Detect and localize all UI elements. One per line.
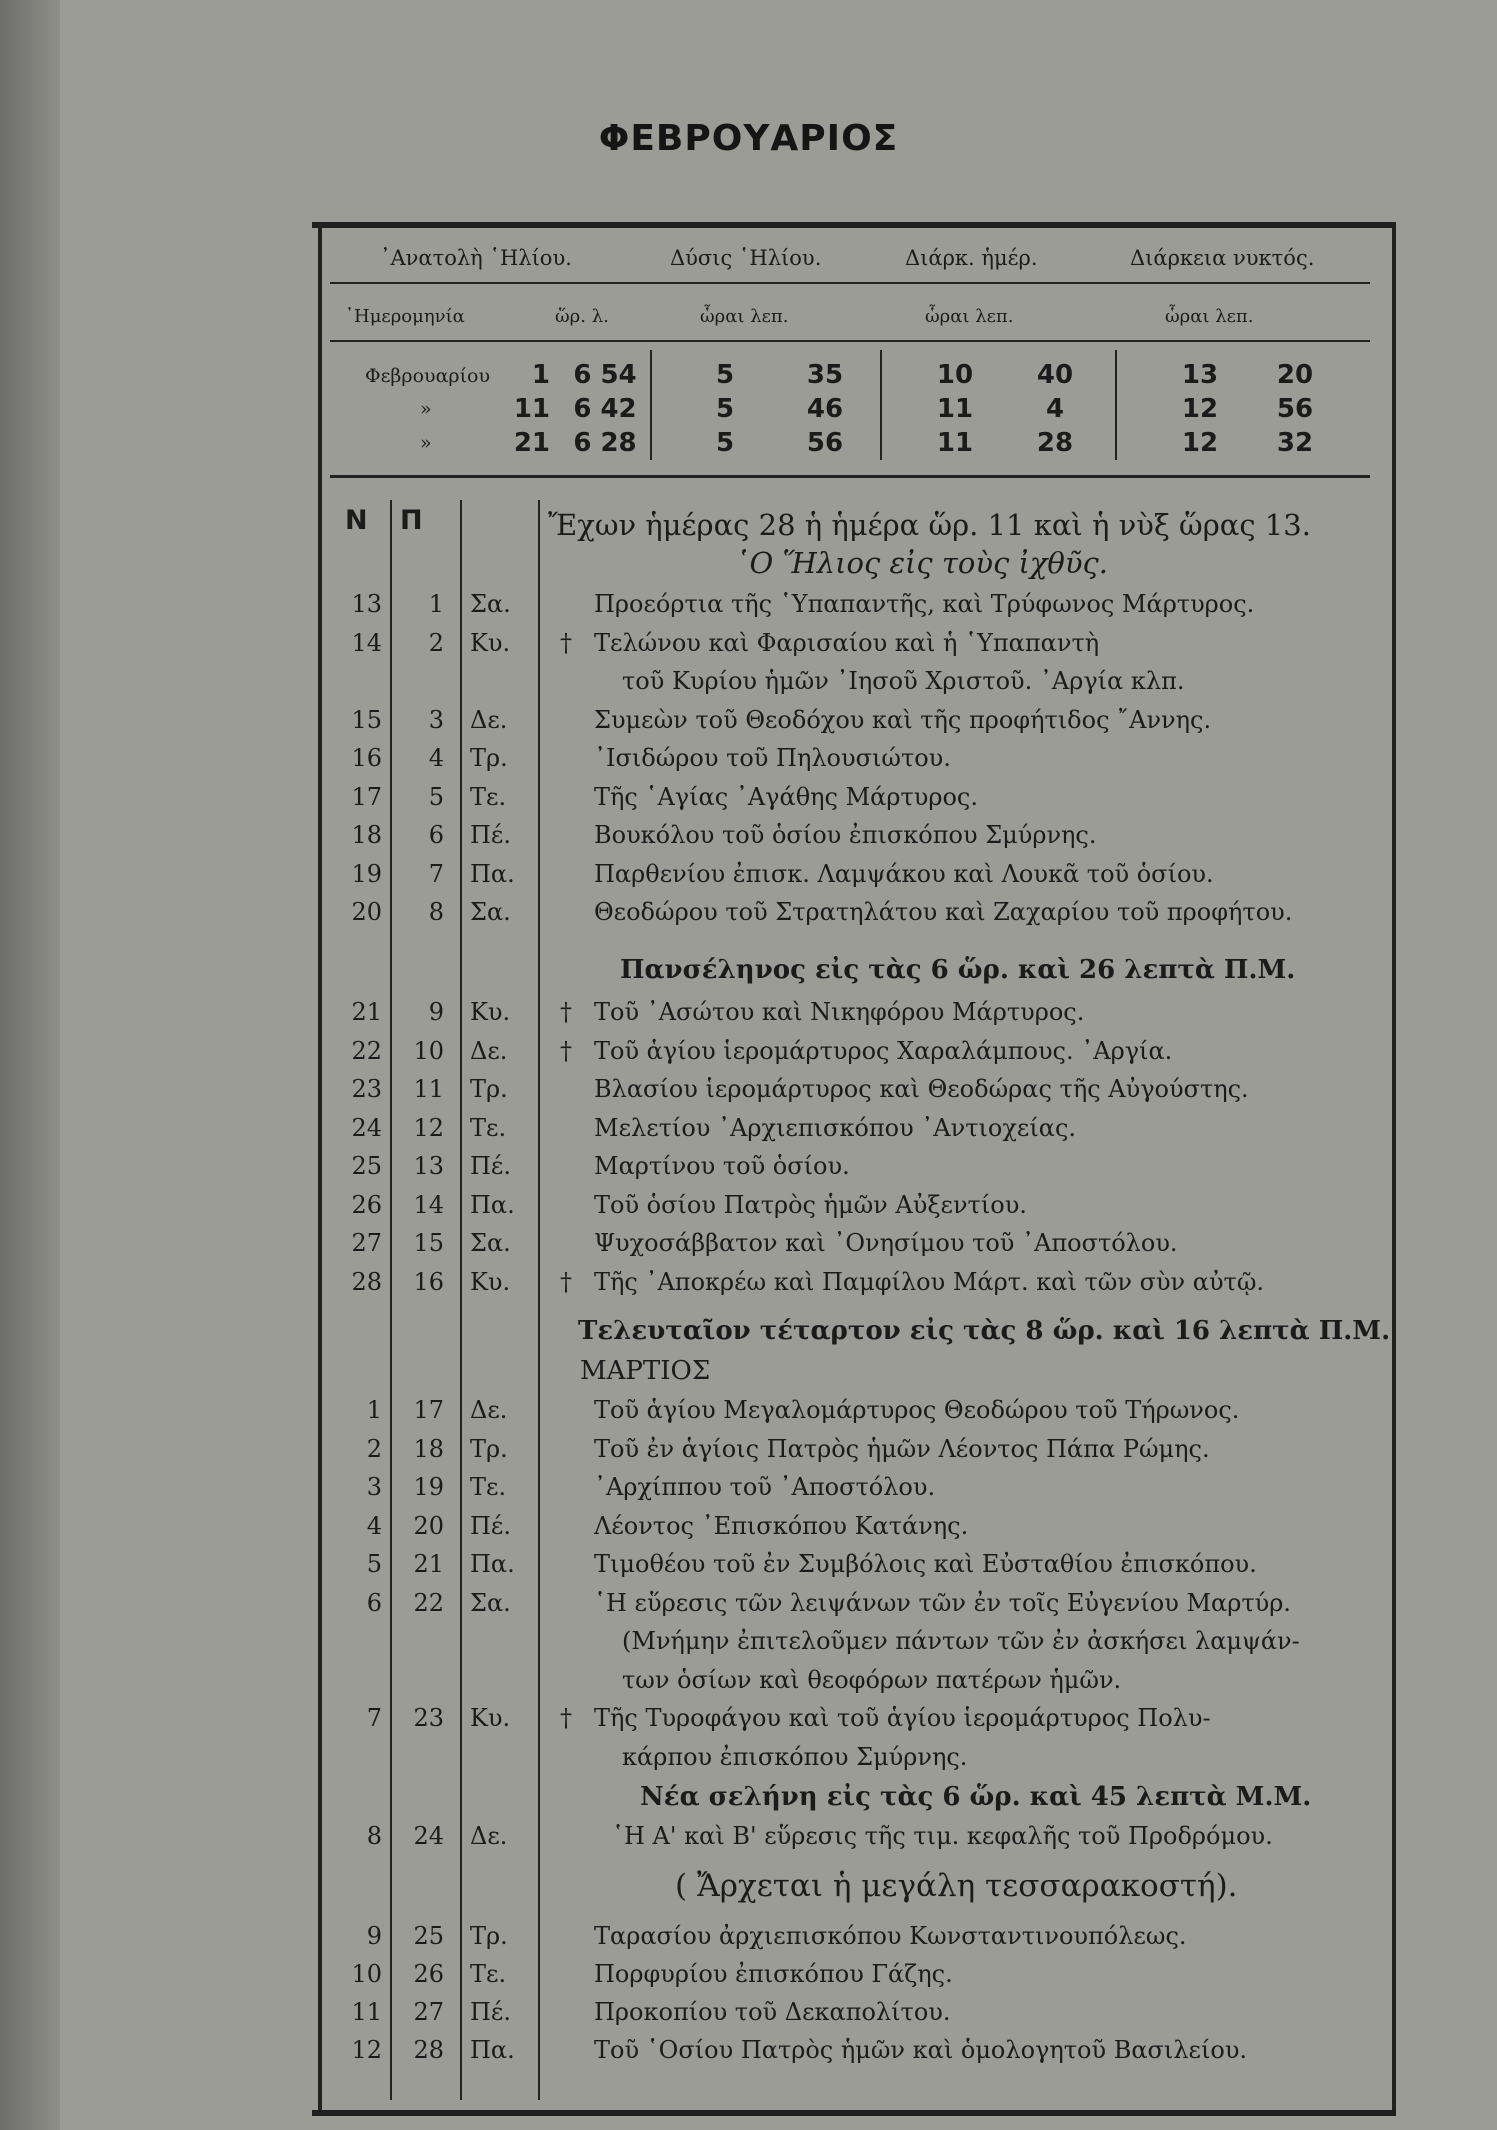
col-header-date: ῾Ημερομηνία bbox=[345, 306, 465, 327]
feast-text: Προκοπίου τοῦ Δεκαπολίτου. bbox=[594, 1998, 951, 2026]
day-number-p: 21 bbox=[413, 1550, 444, 1578]
zodiac-line: ῾Ο Ἥλιος εἰς τοὺς ἰχθῦς. bbox=[735, 546, 1108, 580]
sun-row-set-h: 5 bbox=[715, 360, 735, 390]
sun-row-night-m: 56 bbox=[1276, 394, 1314, 424]
day-number-n: 17 bbox=[351, 782, 382, 811]
feast-text: Μελετίου ᾿Αρχιεπισκόπου ᾿Αντιοχείας. bbox=[594, 1113, 1077, 1142]
divider bbox=[330, 282, 1370, 284]
feast-text: Βουκόλου τοῦ ὁσίου ἐπισκόπου Σμύρνης. bbox=[594, 821, 1097, 849]
sun-row-rise: 6 28 bbox=[573, 428, 637, 458]
feast-text: Μαρτίνου τοῦ ὁσίου. bbox=[594, 1152, 850, 1180]
separator bbox=[880, 350, 882, 460]
calendar-row bbox=[322, 860, 1382, 898]
lent-begins-note: ( Ἄρχεται ἡ μεγάλη τεσσαρακοστή). bbox=[675, 1868, 1238, 1904]
weekday: Τε. bbox=[470, 1113, 507, 1142]
header-sunrise: ᾿Ανατολὴ ῾Ηλίου. bbox=[380, 246, 572, 270]
day-number-p: 15 bbox=[413, 1229, 444, 1257]
sun-row-rise: 6 42 bbox=[573, 394, 637, 424]
day-number-n: 14 bbox=[351, 628, 382, 657]
sun-row-day: 21 bbox=[513, 428, 550, 458]
feast-text: Ψυχοσάββατον καὶ ᾿Ονησίμου τοῦ ᾿Αποστόλου. bbox=[594, 1229, 1178, 1257]
weekday: Πέ. bbox=[470, 1152, 511, 1180]
col-header-day: ὧραι λεπ. bbox=[925, 306, 1014, 327]
weekday: Σα. bbox=[470, 1229, 511, 1257]
day-number-n: 25 bbox=[351, 1152, 382, 1180]
day-number-n: 4 bbox=[366, 1511, 382, 1540]
weekday: Τρ. bbox=[470, 1075, 508, 1103]
feast-text: Προεόρτια τῆς ῾Υπαπαντῆς, καὶ Τρύφωνος Μάρτυρος. bbox=[594, 590, 1255, 618]
weekday: Κυ. bbox=[470, 1704, 511, 1732]
weekday: Πέ. bbox=[470, 1998, 511, 2026]
cross-mark: † bbox=[560, 628, 572, 657]
calendar-row bbox=[322, 1268, 1382, 1306]
day-number-p: 3 bbox=[428, 705, 444, 734]
day-number-p: 4 bbox=[428, 744, 444, 772]
weekday: Τε. bbox=[470, 782, 507, 811]
day-number-n: 7 bbox=[366, 1704, 382, 1732]
day-number-p: 27 bbox=[413, 1998, 444, 2026]
feast-text: ῾Η εὕρεσις τῶν λειψάνων τῶν ἐν τοῖς Εὐγενίου Μαρτύρ. bbox=[594, 1588, 1291, 1617]
cross-mark: † bbox=[560, 1704, 572, 1732]
day-number-p: 28 bbox=[413, 2036, 444, 2064]
march-heading: ΜΑΡΤΙΟΣ bbox=[580, 1356, 711, 1386]
weekday: Πα. bbox=[470, 859, 515, 888]
calendar-row bbox=[322, 1075, 1382, 1113]
calendar-row bbox=[322, 1550, 1382, 1588]
sun-row-night-m: 32 bbox=[1276, 428, 1314, 458]
calendar-row bbox=[322, 1435, 1382, 1473]
feast-text: τοῦ Κυρίου ἡμῶν ᾿Ιησοῦ Χριστοῦ. ᾿Αργία κλπ. bbox=[622, 667, 1185, 695]
day-number-n: 11 bbox=[351, 1998, 382, 2026]
day-number-p: 16 bbox=[413, 1267, 444, 1296]
col-header-rise: ὥρ. λ. bbox=[555, 306, 609, 327]
last-quarter-note: Τελευταῖον τέταρτον εἰς τὰς 8 ὥρ. καὶ 16 λεπτὰ Π.Μ. bbox=[578, 1316, 1391, 1346]
day-number-n: 24 bbox=[351, 1113, 382, 1142]
day-number-p: 14 bbox=[413, 1190, 444, 1219]
day-number-p: 8 bbox=[428, 898, 444, 926]
sun-row-day-m: 4 bbox=[1045, 394, 1065, 424]
feast-text: Τοῦ ἐν ἁγίοις Πατρὸς ἡμῶν Λέοντος Πάπα Ρώμης. bbox=[594, 1434, 1210, 1463]
weekday: Πα. bbox=[470, 2036, 515, 2064]
calendar-row bbox=[322, 1473, 1382, 1511]
feast-text: ᾿Ισιδώρου τοῦ Πηλουσιώτου. bbox=[594, 744, 951, 772]
col-header-set: ὧραι λεπ. bbox=[700, 306, 789, 327]
sun-row-set-m: 56 bbox=[806, 428, 844, 458]
feast-text: Βλασίου ἱερομάρτυρος καὶ Θεοδώρας τῆς Αὐγούστης. bbox=[594, 1075, 1249, 1103]
day-number-p: 20 bbox=[413, 1511, 444, 1540]
sun-row-set-m: 46 bbox=[806, 394, 844, 424]
weekday: Τρ. bbox=[470, 1922, 508, 1950]
calendar-row bbox=[322, 2036, 1382, 2074]
feast-text: Τῆς ῾Αγίας ᾿Αγάθης Μάρτυρος. bbox=[594, 782, 978, 811]
separator bbox=[1115, 350, 1117, 460]
weekday: Σα. bbox=[470, 898, 511, 926]
day-number-n: 10 bbox=[351, 1960, 382, 1988]
calendar-row bbox=[322, 1922, 1382, 1960]
day-number-n: 2 bbox=[366, 1434, 382, 1463]
full-moon-note: Πανσέληνος εἰς τὰς 6 ὥρ. καὶ 26 λεπτὰ Π.Μ. bbox=[620, 955, 1296, 985]
weekday: Δε. bbox=[470, 705, 508, 734]
sun-row-label: Φεβρουαρίου bbox=[365, 365, 491, 387]
sun-row-night-m: 20 bbox=[1276, 360, 1314, 390]
header-night-length: Διάρκεια νυκτός. bbox=[1130, 246, 1315, 270]
header-sunset: Δύσις ῾Ηλίου. bbox=[670, 246, 822, 270]
sun-row-day: 11 bbox=[513, 394, 550, 424]
calendar-row bbox=[322, 629, 1382, 667]
calendar-row bbox=[322, 1743, 1382, 1781]
sun-row-set-h: 5 bbox=[715, 428, 735, 458]
separator bbox=[650, 350, 652, 460]
calendar-row bbox=[322, 706, 1382, 744]
feast-text: Τοῦ ἁγίου Μεγαλομάρτυρος Θεοδώρου τοῦ Τήρωνος. bbox=[594, 1396, 1240, 1424]
feast-text: Συμεὼν τοῦ Θεοδόχου καὶ τῆς προφήτιδος ῎Αννης. bbox=[594, 705, 1212, 734]
feast-text: Τοῦ ᾿Ασώτου καὶ Νικηφόρου Μάρτυρος. bbox=[594, 998, 1085, 1026]
cross-mark: † bbox=[560, 1267, 572, 1296]
new-moon-note: Νέα σελήνη εἰς τὰς 6 ὥρ. καὶ 45 λεπτὰ Μ.Μ. bbox=[640, 1782, 1312, 1812]
calendar-row bbox=[322, 1704, 1382, 1742]
cross-mark: † bbox=[560, 998, 572, 1026]
calendar-row bbox=[322, 1627, 1382, 1665]
calendar-row bbox=[322, 1998, 1382, 2036]
feast-text: Ταρασίου ἀρχιεπισκόπου Κωνσταντινουπόλεως. bbox=[594, 1922, 1187, 1950]
calendar-row bbox=[322, 667, 1382, 705]
day-number-p: 12 bbox=[413, 1113, 444, 1142]
sun-row-day: 1 bbox=[531, 360, 550, 390]
header-day-length: Διάρκ. ἡμέρ. bbox=[905, 246, 1038, 270]
sun-row-label: » bbox=[420, 432, 432, 454]
calendar-row bbox=[322, 898, 1382, 936]
sun-row-day-h: 10 bbox=[936, 360, 974, 390]
frame-bottom-rule bbox=[312, 2110, 1396, 2116]
sun-row-night-h: 12 bbox=[1181, 428, 1219, 458]
sun-row-day-m: 40 bbox=[1036, 360, 1074, 390]
day-number-p: 2 bbox=[428, 628, 444, 657]
page-title: ΦΕΒΡΟΥΑΡΙΟΣ bbox=[598, 118, 899, 159]
day-number-p: 19 bbox=[413, 1473, 444, 1501]
weekday: Πα. bbox=[470, 1550, 515, 1578]
weekday: Πέ. bbox=[470, 821, 511, 849]
day-number-p: 13 bbox=[413, 1152, 444, 1180]
weekday: Τε. bbox=[470, 1960, 507, 1988]
day-number-p: 22 bbox=[413, 1588, 444, 1617]
calendar-row bbox=[322, 1589, 1382, 1627]
weekday: Τρ. bbox=[470, 744, 508, 772]
weekday: Πα. bbox=[470, 1190, 515, 1219]
feast-text: Τῆς Τυροφάγου καὶ τοῦ ἁγίου ἱερομάρτυρος Πολυ- bbox=[594, 1704, 1211, 1732]
feast-text: ᾿Αρχίππου τοῦ ᾿Αποστόλου. bbox=[594, 1473, 936, 1501]
divider bbox=[330, 340, 1370, 342]
calendar-row bbox=[322, 1114, 1382, 1152]
day-number-p: 25 bbox=[413, 1922, 444, 1950]
feast-text: Πορφυρίου ἐπισκόπου Γάζης. bbox=[594, 1960, 953, 1988]
day-number-p: 26 bbox=[413, 1960, 444, 1988]
day-number-p: 23 bbox=[413, 1704, 444, 1732]
col-header-n: Ν bbox=[345, 505, 368, 536]
sun-row-set-h: 5 bbox=[715, 394, 735, 424]
weekday: Δε. bbox=[470, 1036, 508, 1065]
day-number-n: 20 bbox=[351, 898, 382, 926]
feast-text: ῾Η Α' καὶ Β' εὕρεσις τῆς τιμ. κεφαλῆς τοῦ Προδρόμου. bbox=[612, 1822, 1273, 1850]
day-number-n: 16 bbox=[351, 744, 382, 772]
weekday: Δε. bbox=[470, 1822, 508, 1850]
day-number-p: 10 bbox=[413, 1036, 444, 1065]
calendar-row bbox=[322, 1229, 1382, 1267]
weekday: Πέ. bbox=[470, 1511, 511, 1540]
binding-edge bbox=[0, 0, 60, 2130]
day-number-n: 26 bbox=[351, 1190, 382, 1219]
calendar-row bbox=[322, 1822, 1382, 1860]
day-number-n: 1 bbox=[366, 1396, 382, 1424]
weekday: Σα. bbox=[470, 590, 511, 618]
feast-text: Παρθενίου ἐπισκ. Λαμψάκου καὶ Λουκᾶ τοῦ ὁσίου. bbox=[594, 859, 1214, 888]
day-number-n: 23 bbox=[351, 1075, 382, 1103]
feast-text: των ὁσίων καὶ θεοφόρων πατέρων ἡμῶν. bbox=[622, 1665, 1122, 1694]
sun-row-day-h: 11 bbox=[936, 428, 974, 458]
sun-row-night-h: 13 bbox=[1181, 360, 1219, 390]
sun-row-day-h: 11 bbox=[936, 394, 974, 424]
calendar-row bbox=[322, 1960, 1382, 1998]
feast-text: Τιμοθέου τοῦ ἐν Συμβόλοις καὶ Εὐσταθίου ἐπισκόπου. bbox=[594, 1550, 1257, 1578]
calendar-row bbox=[322, 783, 1382, 821]
calendar-row bbox=[322, 1512, 1382, 1550]
day-number-n: 6 bbox=[366, 1588, 382, 1617]
weekday: Κυ. bbox=[470, 1267, 511, 1296]
weekday: Τε. bbox=[470, 1473, 507, 1501]
day-number-n: 28 bbox=[351, 1267, 382, 1296]
feast-text: κάρπου ἐπισκόπου Σμύρνης. bbox=[622, 1742, 968, 1771]
weekday: Κυ. bbox=[470, 998, 511, 1026]
day-number-n: 15 bbox=[351, 705, 382, 734]
day-number-n: 5 bbox=[366, 1550, 382, 1578]
calendar-row bbox=[322, 1037, 1382, 1075]
day-number-n: 22 bbox=[351, 1036, 382, 1065]
feast-text: (Μνήμην ἐπιτελοῦμεν πάντων τῶν ἐν ἀσκήσει λαμψάν- bbox=[622, 1627, 1300, 1655]
calendar-row bbox=[322, 1191, 1382, 1229]
day-number-n: 12 bbox=[351, 2036, 382, 2064]
sun-row-night-h: 12 bbox=[1181, 394, 1219, 424]
day-number-p: 17 bbox=[413, 1396, 444, 1424]
day-number-p: 18 bbox=[413, 1434, 444, 1463]
sun-row-set-m: 35 bbox=[806, 360, 844, 390]
day-number-p: 11 bbox=[413, 1075, 444, 1103]
day-number-p: 7 bbox=[428, 859, 444, 888]
weekday: Σα. bbox=[470, 1588, 511, 1617]
calendar-row bbox=[322, 1396, 1382, 1434]
feast-text: Τοῦ ὁσίου Πατρὸς ἡμῶν Αὐξεντίου. bbox=[594, 1190, 1027, 1219]
cross-mark: † bbox=[560, 1036, 572, 1065]
sun-row-day-m: 28 bbox=[1036, 428, 1074, 458]
day-number-p: 6 bbox=[428, 821, 444, 849]
day-number-p: 5 bbox=[428, 782, 444, 811]
weekday: Τρ. bbox=[470, 1434, 508, 1463]
day-number-n: 8 bbox=[366, 1822, 382, 1850]
day-number-n: 13 bbox=[351, 590, 382, 618]
weekday: Κυ. bbox=[470, 628, 511, 657]
calendar-row bbox=[322, 1666, 1382, 1704]
weekday: Δε. bbox=[470, 1396, 508, 1424]
day-number-n: 18 bbox=[351, 821, 382, 849]
feast-text: Θεοδώρου τοῦ Στρατηλάτου καὶ Ζαχαρίου τοῦ προφήτου. bbox=[594, 898, 1293, 926]
calendar-row bbox=[322, 590, 1382, 628]
sun-row-label: » bbox=[420, 398, 432, 420]
day-number-n: 3 bbox=[366, 1473, 382, 1501]
day-number-n: 19 bbox=[351, 859, 382, 888]
calendar-row bbox=[322, 1152, 1382, 1190]
feast-text: Τῆς ᾿Αποκρέω καὶ Παμφίλου Μάρτ. καὶ τῶν σὺν αὐτῷ. bbox=[594, 1267, 1265, 1296]
month-intro: Ἔχων ἡμέρας 28 ἡ ἡμέρα ὥρ. 11 καὶ ἡ νὺξ ὥρας 13. bbox=[548, 508, 1311, 542]
day-number-n: 21 bbox=[351, 998, 382, 1026]
col-header-night: ὧραι λεπ. bbox=[1165, 306, 1254, 327]
feast-text: Τοῦ ῾Οσίου Πατρὸς ἡμῶν καὶ ὁμολογητοῦ Βασιλείου. bbox=[594, 2036, 1248, 2064]
feast-text: Λέοντος ᾿Επισκόπου Κατάνης. bbox=[594, 1511, 969, 1540]
sun-row-rise: 6 54 bbox=[573, 360, 637, 390]
calendar-row bbox=[322, 744, 1382, 782]
col-header-p: Π bbox=[400, 505, 423, 536]
day-number-n: 27 bbox=[351, 1229, 382, 1257]
day-number-p: 9 bbox=[428, 998, 444, 1026]
feast-text: Τελώνου καὶ Φαρισαίου καὶ ἡ ῾Υπαπαντὴ bbox=[594, 628, 1100, 657]
divider bbox=[330, 475, 1370, 478]
calendar-row bbox=[322, 998, 1382, 1036]
day-number-p: 24 bbox=[413, 1822, 444, 1850]
day-number-p: 1 bbox=[428, 590, 444, 618]
calendar-row bbox=[322, 821, 1382, 859]
day-number-n: 9 bbox=[366, 1922, 382, 1950]
feast-text: Τοῦ ἁγίου ἱερομάρτυρος Χαραλάμπους. ᾿Αργία. bbox=[594, 1036, 1173, 1065]
